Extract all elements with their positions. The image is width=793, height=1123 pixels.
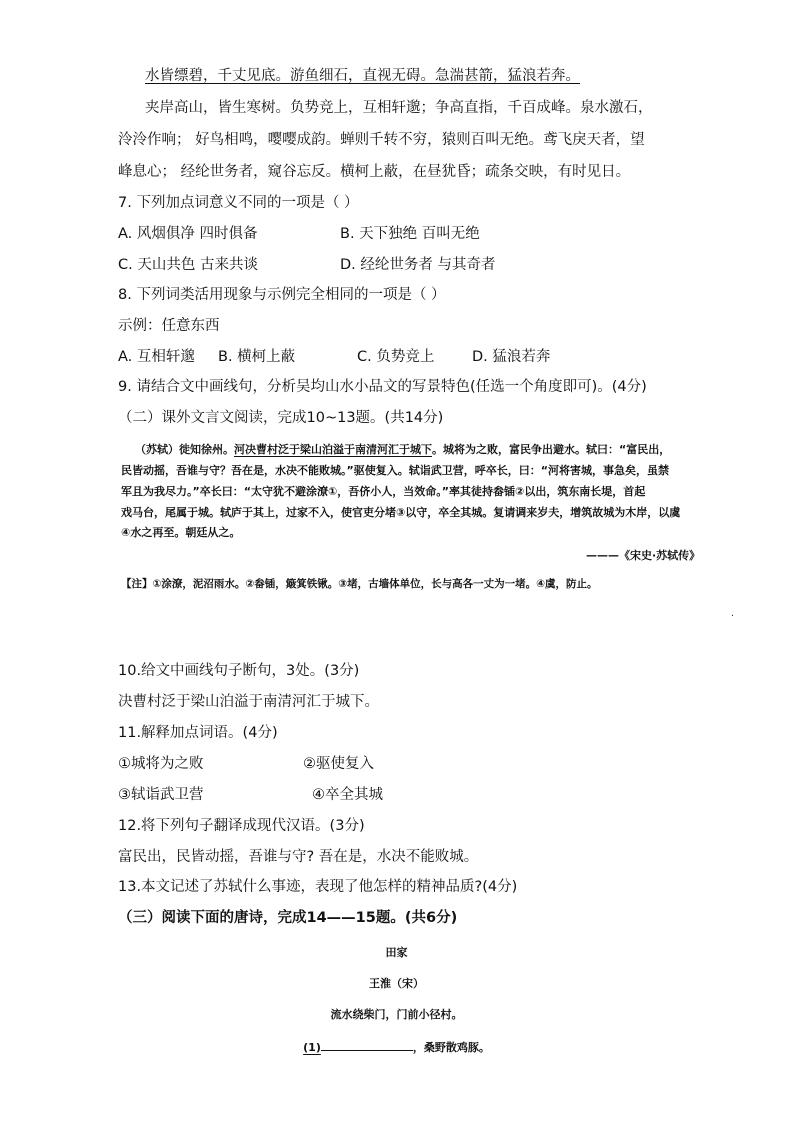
q8-stem: 8. 下列词类活用现象与示例完全相同的一项是（ ） (118, 287, 446, 303)
stray-dot: . (731, 609, 734, 619)
poem-title: 田家 (385, 946, 408, 959)
q10-stem: 10.给文中画线句子断句，3处。(3分) (118, 663, 360, 679)
classical-text-line-1: （苏轼）徙知徐州。河决曹村泛于梁山泊溢于南清河汇于城下。城将为之败，富民争出避水。轼曰：“富民出， (135, 443, 671, 456)
q9: 9. 请结合文中画线句，分析吴均山水小品文的写景特色(任选一个角度即可)。(4分) (118, 379, 647, 395)
q11-item-1: ①城将为之败 (118, 756, 204, 772)
q12-stem: 12.将下列句子翻译成现代汉语。(3分) (118, 818, 365, 834)
classical-text-line-5: ④水之再至。朝廷从之。 (121, 526, 241, 539)
q7-option-a: A. 风烟俱净 四时俱备 (118, 226, 258, 242)
annotation-note: 【注】①涂潦，泥沼雨水。②畚锸，簸箕铁锹。③堵，古墙体单位，长与高各一丈为一堵。④虞，防止。 (121, 578, 598, 590)
q8-option-b: B. 横柯上蔽 (218, 349, 296, 365)
q11-stem: 11.解释加点词语。(4分) (118, 725, 278, 741)
q13: 13.本文记述了苏轼什么事迹，表现了他怎样的精神品质?(4分) (118, 879, 518, 895)
q8-option-a: A. 互相轩邈 (118, 349, 195, 365)
poem-line-1: 流水绕柴门，门前小径村。 (330, 1008, 463, 1021)
classical-text-line-4: 戏马台，尾属于城。轼庐于其上，过家不入，使官吏分堵③以守，卒全其城。复请调来岁夫，增筑故城为木岸，以虞 (121, 506, 681, 519)
passage-line-3: 泠泠作响； 好鸟相鸣，嘤嘤成韵。蝉则千转不穷，猿则百叫无绝。鸢飞戾天者，望 (118, 132, 645, 148)
underlined-sentence: 河决曹村泛于梁山泊溢于南清河汇于城下 (234, 443, 432, 456)
q7-stem: 7. 下列加点词意义不同的一项是（ ） (118, 195, 359, 211)
q7-option-b: B. 天下独绝 百叫无绝 (340, 226, 480, 242)
classical-text-line-2: 民皆动摇，吾谁与守？吾在是，水决不能败城。”驱使复入。轼诣武卫营，呼卒长，曰：“河将害城，事急矣，虽禁 (121, 464, 669, 477)
q11-item-3: ③轼诣武卫营 (118, 787, 204, 803)
q11-item-4: ④卒全其城 (312, 787, 383, 803)
poem-author: 王淮（宋） (369, 977, 424, 990)
passage-line-4: 峰息心； 经纶世务者，窥谷忘反。横柯上蔽，在昼犹昏；疏条交映，有时见日。 (118, 164, 631, 180)
section2-heading: （二）课外文言文阅读，完成10~13题。(共14分) (118, 410, 444, 426)
poem-line-2: (1) ，桑野散鸡豚。 (0, 1038, 793, 1055)
passage-line-2: 夹岸高山，皆生寒树。负势竞上，互相轩邈；争高直指，千百成峰。泉水激石， (145, 100, 653, 116)
q8-option-c: C. 负势竞上 (357, 349, 435, 365)
section3-heading: （三）阅读下面的唐诗，完成14——15题。(共6分) (118, 910, 458, 926)
blank-label: (1) (303, 1041, 321, 1054)
q8-example: 示例：任意东西 (118, 318, 220, 334)
fill-in-blank (321, 1038, 413, 1051)
source-citation: ———《宋史·苏轼传》 (586, 549, 701, 562)
q7-option-d: D. 经纶世务者 与其奇者 (340, 257, 496, 273)
q7-option-c: C. 天山共色 古来共谈 (118, 257, 258, 273)
q10-sentence: 决曹村泛于梁山泊溢于南清河汇于城下。 (118, 694, 379, 710)
classical-text-line-3: 军且为我尽力。”卒长曰：“太守犹不避涂潦①，吾侪小人，当效命。”率其徒持畚锸②以出，筑东南长堤，首起 (121, 485, 646, 498)
q8-option-d: D. 猛浪若奔 (472, 349, 551, 365)
passage-line-1: 水皆缥碧，千丈见底。游鱼细石，直视无碍。急湍甚箭，猛浪若奔。 (145, 68, 580, 84)
q12-sentence: 富民出，民皆动摇，吾谁与守? 吾在是，水决不能败城。 (118, 849, 479, 865)
q11-item-2: ②驱使复入 (303, 756, 374, 772)
